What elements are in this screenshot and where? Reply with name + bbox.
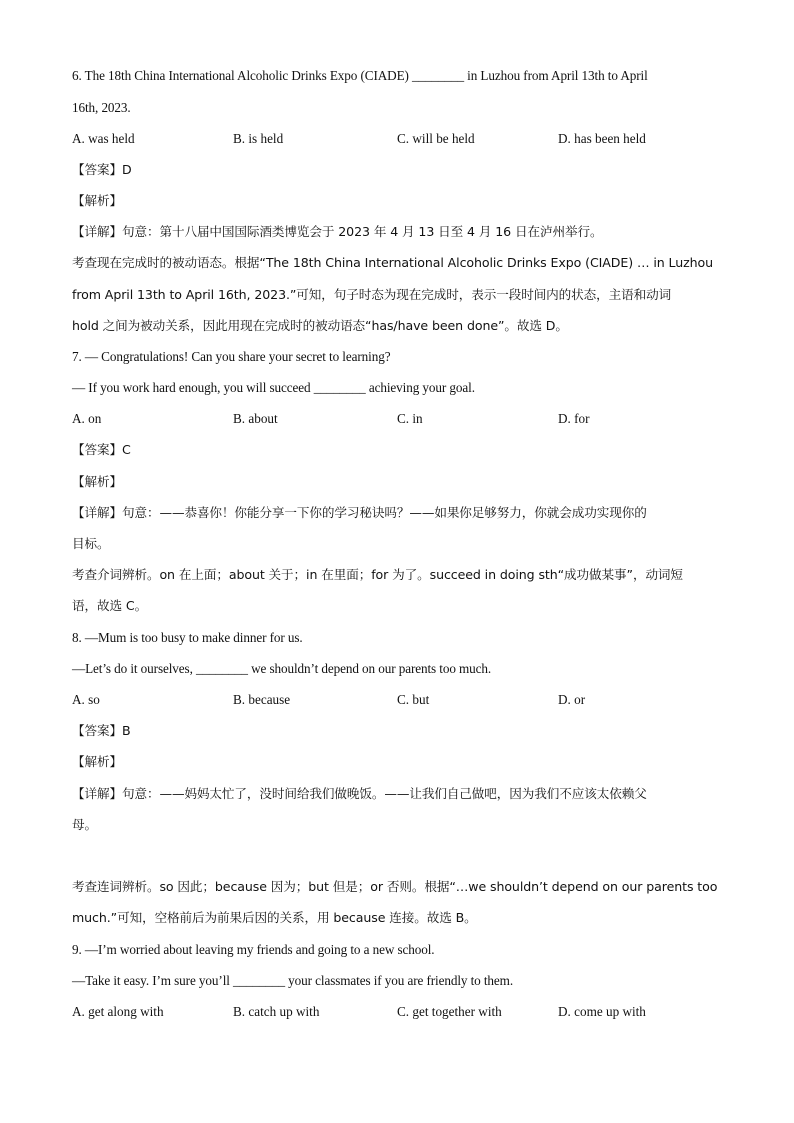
question-7-analysis-label: 【解析】	[72, 474, 122, 489]
question-6-detail-line-3: from April 13th to April 16th, 2023.”可知，句子时态为现在完成时，表示一段时间内的状态，主语和动词	[72, 287, 672, 302]
question-6-option-b: B. is held	[233, 131, 284, 146]
question-7-detail-line-1: 【详解】句意：——恭喜你！你能分享一下你的学习秘诀吗？——如果你足够努力，你就会成功实现你的	[72, 505, 647, 520]
question-7-stem-line-1: 7. — Congratulations! Can you share your secret to learning?	[72, 349, 391, 364]
question-6-detail-line-1: 【详解】句意：第十八届中国国际酒类博览会于 2023 年 4 月 13 日至 4 月 16 日在泸州举行。	[72, 224, 603, 239]
question-9-option-a: A. get along with	[72, 1004, 164, 1019]
question-8-stem-line-2: —Let’s do it ourselves, ________ we shouldn’t depend on our parents too much.	[72, 661, 492, 676]
question-8-detail-line-2: 母。	[72, 817, 97, 832]
question-8-option-b: B. because	[233, 692, 291, 707]
question-7-detail-line-4: 语，故选 C。	[72, 598, 148, 613]
question-6-option-c: C. will be held	[397, 131, 475, 146]
question-6-detail-line-4: hold 之间为被动关系，因此用现在完成时的被动语态“has/have been done”。故选 D。	[72, 318, 568, 333]
question-6-analysis-label: 【解析】	[72, 193, 122, 208]
question-8-detail-line-4: much.”可知，空格前后为前果后因的关系，用 because 连接。故选 B。	[72, 910, 477, 925]
question-6-stem-line-1: 6. The 18th China International Alcoholic Drinks Expo (CIADE) ________ in Luzhou from April 13th to April	[72, 68, 648, 83]
question-7-option-b: B. about	[233, 411, 278, 426]
question-6-option-d: D. has been held	[558, 131, 646, 146]
question-6-answer: 【答案】D	[72, 162, 132, 177]
question-7-detail-line-3: 考查介词辨析。on 在上面；about 关于；in 在里面；for 为了。succeed in doing sth“成功做某事”，动词短	[72, 567, 683, 582]
question-7-option-a: A. on	[72, 411, 102, 426]
question-7-stem-line-2: — If you work hard enough, you will succeed ________ achieving your goal.	[72, 380, 475, 395]
question-7-option-d: D. for	[558, 411, 590, 426]
question-6-stem-line-2: 16th, 2023.	[72, 100, 131, 115]
question-8-option-a: A. so	[72, 692, 100, 707]
question-8-analysis-label: 【解析】	[72, 754, 122, 769]
question-8-option-c: C. but	[397, 692, 430, 707]
question-7-answer: 【答案】C	[72, 442, 131, 457]
question-7-detail-line-2: 目标。	[72, 536, 110, 551]
question-9-stem-line-2: —Take it easy. I’m sure you’ll ________ your classmates if you are friendly to them.	[72, 973, 514, 988]
question-8-option-d: D. or	[558, 692, 586, 707]
question-6-detail-line-2: 考查现在完成时的被动语态。根据“The 18th China International Alcoholic Drinks Expo (CIADE) … in Luzhou	[72, 255, 713, 270]
question-8-detail-line-3: 考查连词辨析。so 因此；because 因为；but 但是；or 否则。根据“…we shouldn’t depend on our parents too	[72, 879, 718, 894]
question-9-option-b: B. catch up with	[233, 1004, 320, 1019]
question-9-stem-line-1: 9. —I’m worried about leaving my friends and going to a new school.	[72, 942, 435, 957]
question-7-option-c: C. in	[397, 411, 423, 426]
question-9-option-c: C. get together with	[397, 1004, 502, 1019]
question-6-option-a: A. was held	[72, 131, 135, 146]
question-9-option-d: D. come up with	[558, 1004, 646, 1019]
question-8-answer: 【答案】B	[72, 723, 131, 738]
question-8-detail-line-1: 【详解】句意：——妈妈太忙了，没时间给我们做晚饭。——让我们自己做吧，因为我们不应该太依赖父	[72, 786, 647, 801]
question-8-stem-line-1: 8. —Mum is too busy to make dinner for us.	[72, 630, 303, 645]
